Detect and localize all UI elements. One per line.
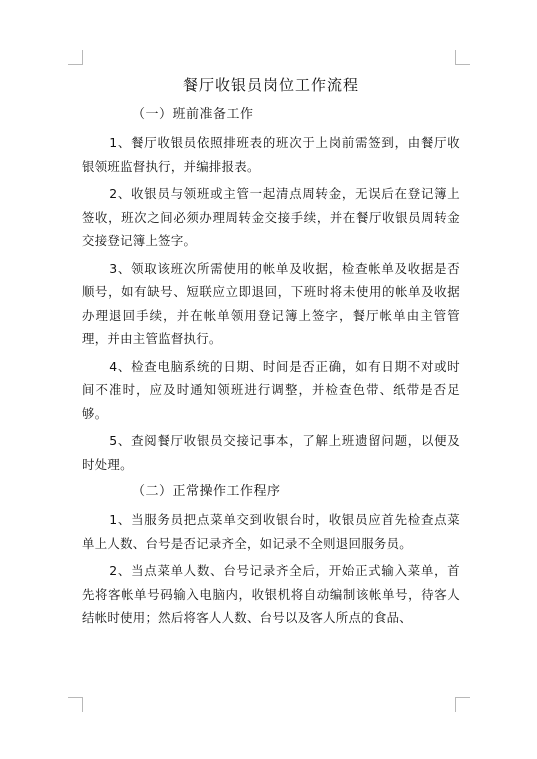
section-heading: （二）正常操作工作程序: [132, 484, 281, 499]
paragraph: 4、检查电脑系统的日期、时间是否正确，如有日期不对或时间不准时，应及时通知领班进行调整，并检查色带、纸带是否足够。: [82, 358, 460, 421]
document-body: [82, 73, 460, 634]
crop-mark-bottom-right: [455, 697, 470, 712]
paragraph: 3、领取该班次所需使用的帐单及收据，检查帐单及收据是否顺号，如有缺号、短联应立即退回，下班时将未使用的帐单及收据办理退回手续，并在帐单领用登记簿上签字，餐厅帐单由主管管理，并由主管监督执行。: [82, 260, 460, 346]
paragraph: 1、当服务员把点菜单交到收银台时，收银员应首先检查点菜单上人数、台号是否记录齐全，如记录不全则退回服务员。: [82, 512, 460, 551]
crop-mark-bottom-left: [68, 697, 83, 712]
crop-mark-top-left: [68, 50, 83, 65]
crop-mark-top-right: [455, 50, 470, 65]
paragraph: 2、当点菜单人数、台号记录齐全后，开始正式输入菜单，首先将客帐单号码输入电脑内，收银机将自动编制该帐单号，待客人结帐时使用；然后将客人人数、台号以及客人所点的食品、: [82, 563, 460, 625]
document-title: 餐厅收银员岗位工作流程: [182, 76, 359, 94]
paragraph: 2、收银员与领班或主管一起清点周转金，无误后在登记簿上签收，班次之间必须办理周转金交接手续，并在餐厅收银员周转金交接登记簿上签字。: [82, 186, 460, 248]
paragraph: 5、查阅餐厅收银员交接记事本，了解上班遗留问题，以便及时处理。: [82, 433, 460, 472]
section-heading: （一）班前准备工作: [132, 107, 254, 122]
paragraph: 1、餐厅收银员依照排班表的班次于上岗前需签到，由餐厅收银领班监督执行，并编排报表。: [82, 135, 460, 174]
